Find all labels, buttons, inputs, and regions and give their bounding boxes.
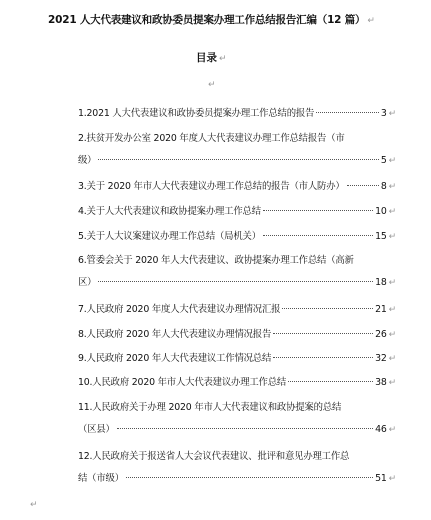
paragraph-mark-icon: ↵	[208, 80, 216, 90]
toc-entry-text: 3.关于 2020 年市人大代表建议办理工作总结的报告（市人防办）	[78, 181, 345, 192]
toc-entry-6[interactable]	[78, 250, 396, 294]
toc-entry-text: 11.人民政府关于办理 2020 年市人大代表建议和政协提案的总结	[78, 402, 342, 413]
toc-entry-text: 区）	[78, 277, 97, 288]
toc-entry-8[interactable]	[78, 324, 396, 346]
toc-entry-text: （区县）	[78, 424, 115, 435]
toc-entry-text: 7.人民政府 2020 年度人大代表建议办理情况汇报	[78, 304, 281, 315]
toc-leader-dots	[98, 281, 373, 282]
toc-entry-10[interactable]	[78, 372, 396, 394]
toc-entry-2[interactable]	[78, 128, 396, 172]
toc-entry-page: 5	[380, 155, 387, 166]
toc-entry-text: 4.关于人大代表建议和政协提案办理工作总结	[78, 206, 261, 217]
toc-entry-page: 21	[375, 304, 387, 315]
toc-entry-text: 5.关于人大议案建议办理工作总结（局机关）	[78, 231, 261, 242]
paragraph-mark-icon: ↵	[388, 182, 396, 192]
paragraph-mark-icon: ↵	[388, 378, 396, 388]
document-title	[48, 12, 375, 27]
toc-leader-dots	[282, 308, 373, 309]
toc-entry-text: 结（市级）	[78, 473, 124, 484]
toc-leader-dots	[273, 333, 373, 334]
toc-heading-text: 目录	[196, 52, 217, 64]
toc-entry-5[interactable]	[78, 226, 396, 248]
toc-leader-dots	[117, 428, 373, 429]
paragraph-mark-icon: ↵	[388, 354, 396, 364]
toc-entry-text: 6.管委会关于 2020 年人大代表建议、政协提案办理工作总结（高新	[78, 255, 354, 266]
toc-entry-1[interactable]	[78, 103, 396, 125]
toc-entry-page: 32	[375, 353, 387, 364]
paragraph-mark-icon: ↵	[388, 232, 396, 242]
paragraph-mark-icon: ↵	[388, 156, 396, 166]
toc-entry-text: 9.人民政府 2020 年人大代表建议工作情况总结	[78, 353, 272, 364]
toc-entry-page: 18	[375, 277, 387, 288]
paragraph-mark-icon: ↵	[388, 474, 396, 484]
toc-entry-text: 1.2021 人大代表建议和政协委员提案办理工作总结的报告	[78, 108, 315, 119]
toc-entry-7[interactable]	[78, 299, 396, 321]
paragraph-mark-icon: ↵	[30, 500, 38, 510]
toc-entry-page: 26	[375, 329, 387, 340]
paragraph-mark-icon: ↵	[388, 278, 396, 288]
toc-entry-page: 3	[380, 108, 387, 119]
toc-leader-dots	[263, 210, 373, 211]
toc-entry-page: 8	[380, 181, 387, 192]
paragraph-mark-icon: ↵	[388, 305, 396, 315]
paragraph-mark-icon: ↵	[219, 54, 227, 64]
toc-entry-page: 51	[375, 473, 387, 484]
paragraph-mark-icon: ↵	[388, 207, 396, 217]
toc-entry-text: 12.人民政府关于报送省人大会议代表建议、批评和意见办理工作总	[78, 451, 350, 462]
toc-entry-12[interactable]	[78, 446, 396, 490]
paragraph-mark-icon: ↵	[388, 330, 396, 340]
paragraph-mark-icon: ↵	[388, 425, 396, 435]
toc-leader-dots	[273, 357, 373, 358]
paragraph-mark-icon: ↵	[388, 109, 396, 119]
document-title-text: 2021 人大代表建议和政协委员提案办理工作总结报告汇编（12 篇）	[48, 14, 366, 26]
toc-leader-dots	[98, 159, 379, 160]
toc-entry-9[interactable]	[78, 348, 396, 370]
toc-entry-4[interactable]	[78, 201, 396, 223]
toc-leader-dots	[288, 381, 373, 382]
paragraph-mark-icon: ↵	[367, 16, 375, 26]
toc-entry-page: 46	[375, 424, 387, 435]
toc-leader-dots	[316, 112, 379, 113]
toc-entry-page: 38	[375, 377, 387, 388]
toc-entry-page: 10	[375, 206, 387, 217]
toc-heading	[196, 50, 227, 65]
toc-entry-text: 10.人民政府 2020 年市人大代表建议办理工作总结	[78, 377, 287, 388]
toc-entry-text: 8.人民政府 2020 年人大代表建议办理情况报告	[78, 329, 272, 340]
toc-entry-3[interactable]	[78, 176, 396, 198]
toc-entry-11[interactable]	[78, 397, 396, 441]
toc-leader-dots	[263, 235, 373, 236]
toc-leader-dots	[347, 185, 379, 186]
toc-entry-text: 2.扶贫开发办公室 2020 年度人大代表建议办理工作总结报告（市	[78, 133, 345, 144]
toc-entry-page: 15	[375, 231, 387, 242]
toc-entry-text: 级）	[78, 155, 97, 166]
toc-leader-dots	[126, 477, 373, 478]
